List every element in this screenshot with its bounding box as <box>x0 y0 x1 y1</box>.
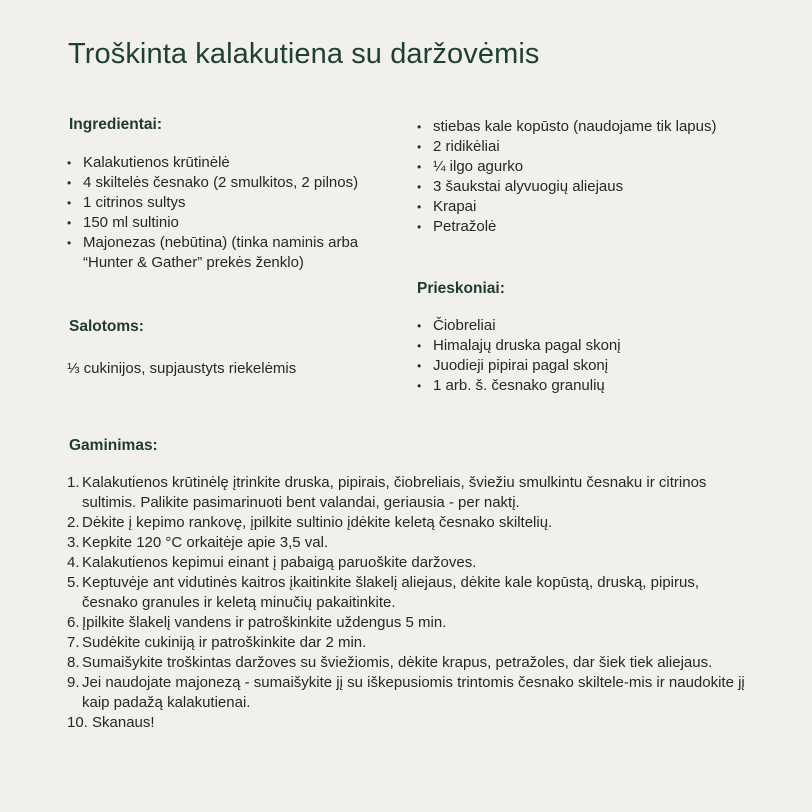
step-number: 6. <box>67 614 80 631</box>
step-text: Dėkite į kepimo rankovę, įpilkite sultinio įdėkite keletą česnako skiltelių. <box>82 514 553 531</box>
list-item: • stiebas kale kopūsto (naudojame tik lapus) <box>417 117 737 137</box>
list-item: • 3 šaukstai alyvuogių aliejaus <box>417 177 737 197</box>
step-item <box>67 713 747 733</box>
step-item <box>67 613 747 633</box>
step-text: Keptuvėje ant vidutinės kaitros įkaitinkite šlakelį aliejaus, dėkite kale kopūstą, druską, pipirus, česnako granules ir keletą minučių pakaitinkite. <box>82 574 699 611</box>
step-text: Jei naudojate majonezą - sumaišykite jį su iškepusiomis trintomis česnako skiltele-mis ir naudokite jį kaip padažą kalakutienai. <box>82 674 745 711</box>
step-number: 1. <box>67 474 80 491</box>
step-text: Kalakutienos krūtinėlę įtrinkite druska, pipirais, čiobreliais, šviežiu smulkintu česnaku ir citrinos sultimis. Palikite pasimarinuoti bent valandai, geriausia - per naktį. <box>82 474 707 511</box>
step-text: Sumaišykite troškintas daržoves su šviežiomis, dėkite krapus, petražoles, dar šiek tiek aliejaus. <box>82 654 713 671</box>
step-item <box>67 633 747 653</box>
ingredients-heading: Ingredientai: <box>69 116 163 133</box>
list-item: • Juodieji pipirai pagal skonį <box>417 356 737 376</box>
step-item <box>67 573 747 613</box>
step-item <box>67 513 747 533</box>
step-number: 2. <box>67 514 80 531</box>
step-number: 9. <box>67 674 80 691</box>
step-number: 8. <box>67 654 80 671</box>
list-item: • 4 skiltelės česnako (2 smulkitos, 2 pilnos) <box>67 173 387 193</box>
list-item: • Majonezas (nebūtina) (tinka naminis arba “Hunter & Gather” prekės ženklo) <box>67 233 387 273</box>
list-item: • 150 ml sultinio <box>67 213 387 233</box>
step-number: 10. <box>67 714 88 731</box>
step-number: 4. <box>67 554 80 571</box>
step-text: Skanaus! <box>92 714 155 731</box>
step-item <box>67 553 747 573</box>
list-item: • Himalajų druska pagal skonį <box>417 336 737 356</box>
method-steps <box>67 473 747 733</box>
step-number: 5. <box>67 574 80 591</box>
list-item: • Kalakutienos krūtinėlė <box>67 153 387 173</box>
step-text: Kalakutienos kepimui einant į pabaigą paruoškite daržoves. <box>82 554 477 571</box>
list-item: • 1 arb. š. česnako granulių <box>417 376 737 396</box>
step-text: Kepkite 120 °C orkaitėje apie 3,5 val. <box>82 534 329 551</box>
salad-first-item: ⅓ cukinijos, supjaustyts riekelėmis <box>67 360 297 377</box>
spices-list <box>417 316 737 396</box>
list-item: • 2 ridikėliai <box>417 137 737 157</box>
salad-list <box>417 117 737 237</box>
step-item <box>67 653 747 673</box>
page-title: Troškinta kalakutiena su daržovėmis <box>68 38 540 70</box>
step-number: 7. <box>67 634 80 651</box>
list-item: • Krapai <box>417 197 737 217</box>
step-item <box>67 673 747 713</box>
list-item: • Petražolė <box>417 217 737 237</box>
list-item: • ¼ ilgo agurko <box>417 157 737 177</box>
step-text: Sudėkite cukiniją ir patroškinkite dar 2 min. <box>82 634 367 651</box>
salad-heading: Salotoms: <box>69 318 144 335</box>
list-item: • 1 citrinos sultys <box>67 193 387 213</box>
step-item <box>67 473 747 513</box>
spices-heading: Prieskoniai: <box>417 280 505 297</box>
step-text: Įpilkite šlakelį vandens ir patroškinkite uždengus 5 min. <box>82 614 447 631</box>
list-item: • Čiobreliai <box>417 316 737 336</box>
step-item <box>67 533 747 553</box>
ingredients-list <box>67 153 387 273</box>
step-number: 3. <box>67 534 80 551</box>
method-heading: Gaminimas: <box>69 437 158 454</box>
